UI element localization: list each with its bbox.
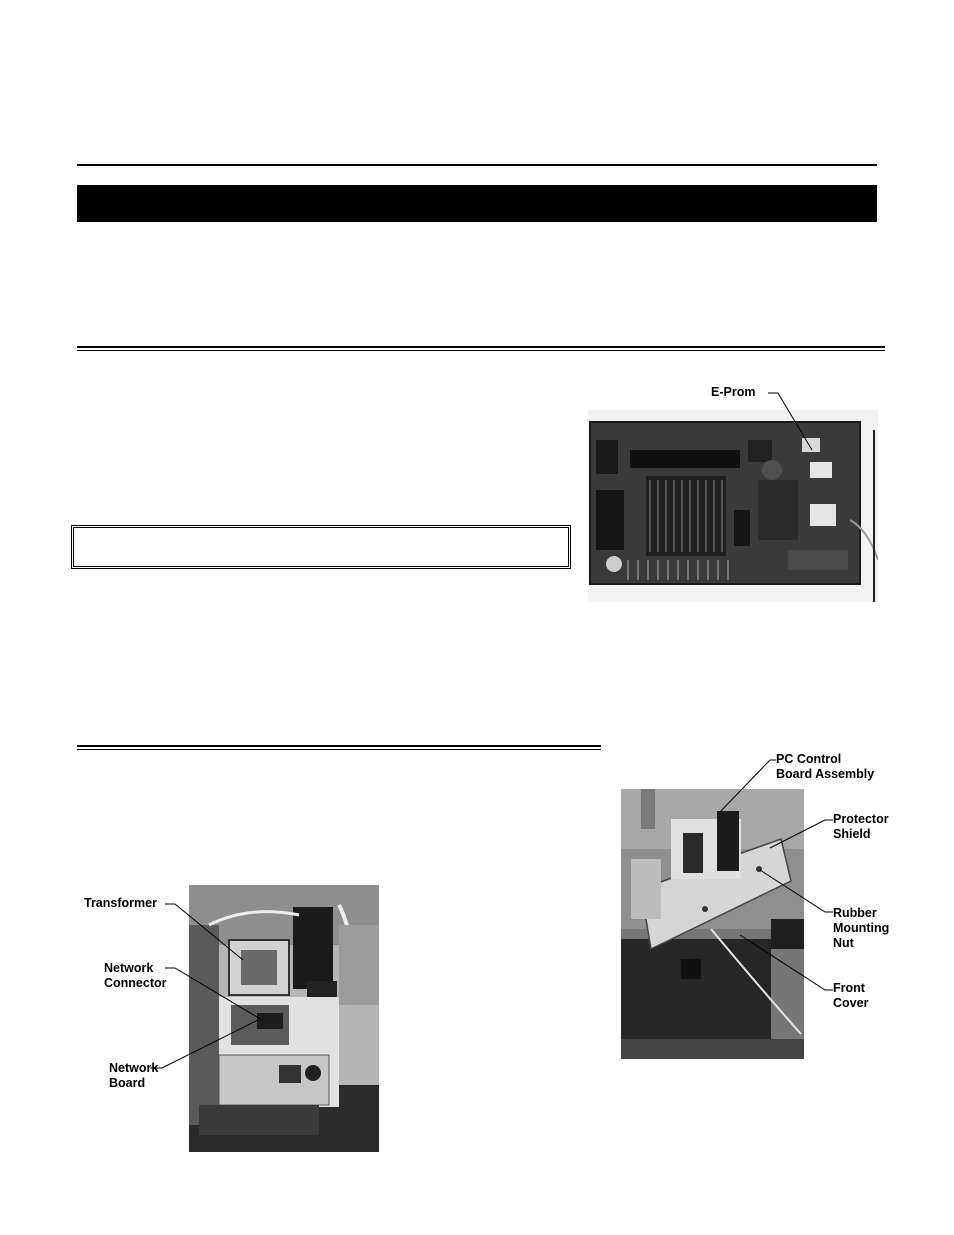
pc-control-board-label-line2: Board Assembly <box>776 767 875 781</box>
front-cover-label-line2: Cover <box>833 996 869 1010</box>
note-box <box>71 525 571 569</box>
section-divider-1 <box>77 346 885 351</box>
network-board-photo <box>189 885 379 1152</box>
pc-control-board-label <box>776 752 874 782</box>
rubber-mounting-nut-label <box>833 906 889 951</box>
front-cover-label <box>833 981 868 1011</box>
header-rule <box>77 164 877 166</box>
rubber-mounting-nut-label-line2: Mounting <box>833 921 890 935</box>
network-connector-label-line2: Connector <box>104 976 167 990</box>
front-cover-label-line1: Front <box>833 981 865 995</box>
control-board-photo <box>621 789 804 1059</box>
protector-shield-label-line1: Protector <box>833 812 889 826</box>
network-connector-label-line1: Network <box>104 961 154 975</box>
section-title-bar <box>77 185 877 222</box>
pc-control-board-label-line1: PC Control <box>776 752 842 766</box>
network-board-label <box>109 1061 158 1091</box>
section-divider-2 <box>77 745 601 750</box>
network-connector-label <box>104 961 167 991</box>
rubber-mounting-nut-label-line1: Rubber <box>833 906 877 920</box>
protector-shield-label <box>833 812 889 842</box>
eprom-label: E-Prom <box>711 385 756 399</box>
protector-shield-label-line2: Shield <box>833 827 871 841</box>
network-board-label-line2: Board <box>109 1076 146 1090</box>
rubber-mounting-nut-label-line3: Nut <box>833 936 854 950</box>
transformer-label: Transformer <box>84 896 157 910</box>
network-board-label-line1: Network <box>109 1061 159 1075</box>
eprom-board-photo <box>588 410 878 602</box>
